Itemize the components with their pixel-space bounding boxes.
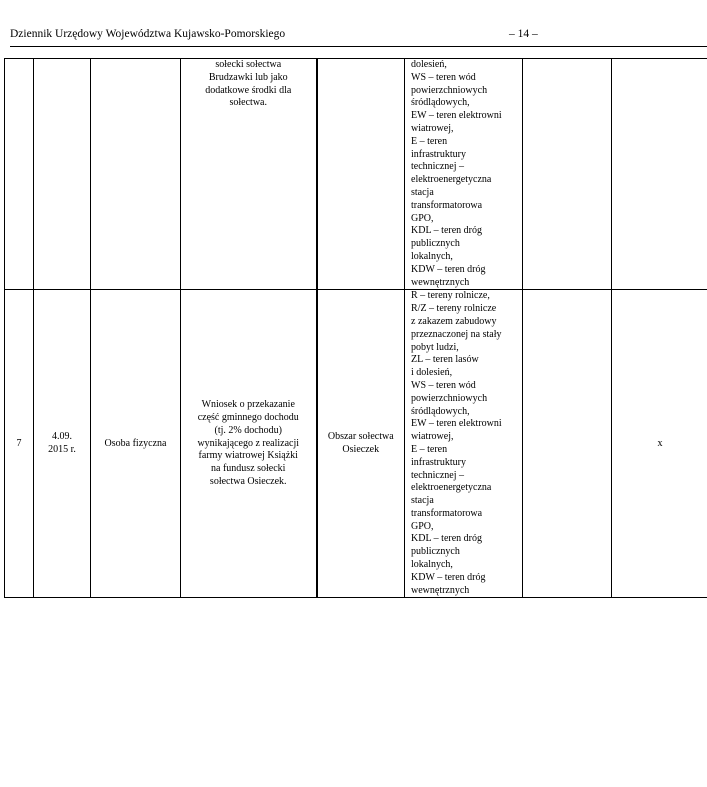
header-rule (10, 46, 707, 47)
text-line: publicznych (411, 238, 460, 250)
text-line: wiatrowej, (411, 122, 454, 134)
text-line: stacja (411, 186, 434, 198)
text-line: pobyt ludzi, (411, 341, 459, 353)
journal-title: Dziennik Urzędowy Województwa Kujawsko-Pomorskiego (10, 28, 286, 40)
text-line: powierzchniowych (411, 84, 488, 96)
text-line: GPO, (411, 520, 434, 532)
page-header (10, 27, 707, 41)
text-line: KDW – teren dróg (411, 263, 486, 275)
cell-date (34, 290, 91, 598)
text-line: farmy wiatrowej Książki (198, 450, 298, 462)
text-line: lokalnych, (411, 559, 453, 571)
text-line: EW – teren elektrowni (411, 418, 502, 430)
text-line: lokalnych, (411, 250, 453, 262)
text-line: transformatorowa (411, 199, 483, 211)
cell-zones (405, 59, 523, 290)
text-line: infrastruktury (411, 148, 466, 160)
text-line: 2015 r. (48, 443, 76, 455)
text-line: powierzchniowych (411, 392, 488, 404)
text-line: KDL – teren dróg (411, 533, 482, 545)
text-line: Osieczek (342, 443, 380, 455)
request-text (184, 59, 313, 110)
table-row (5, 290, 707, 598)
zones-text (411, 290, 520, 597)
text-line: ZL – teren lasów (411, 354, 479, 366)
text-line: sołectwa Osieczek. (209, 475, 287, 487)
text-line: dolesień, (411, 59, 447, 70)
request-text (184, 399, 313, 489)
cell-date (34, 59, 91, 290)
text-line: przeznaczonej na stały (411, 328, 502, 340)
text-line: elektroenergetyczna (411, 482, 492, 494)
cell-area (317, 290, 405, 598)
cell-empty (523, 59, 612, 290)
text-line: E – teren (411, 135, 448, 147)
text-line: śródlądowych, (411, 405, 470, 417)
text-line: GPO, (411, 212, 434, 224)
text-line: transformatorowa (411, 507, 483, 519)
text-line: sołecki sołectwa (215, 59, 282, 70)
text-line: elektroenergetyczna (411, 174, 492, 186)
text-line: infrastruktury (411, 456, 466, 468)
cell-mark: x (612, 290, 707, 598)
text-line: E – teren (411, 443, 448, 455)
text-line: na fundusz sołecki (211, 463, 286, 475)
text-line: wewnętrznych (411, 276, 470, 288)
cell-request (181, 290, 317, 598)
text-line: sołectwa. (229, 97, 267, 109)
text-line: EW – teren elektrowni (411, 110, 502, 122)
cell-number: 7 (5, 290, 34, 598)
cell-submitter: Osoba fizyczna (91, 290, 181, 598)
text-line: wynikającego z realizacji (197, 437, 300, 449)
page-number: – 14 – (509, 28, 538, 40)
area-text (321, 431, 402, 457)
text-line: (tj. 2% dochodu) (214, 424, 282, 436)
text-line: KDL – teren dróg (411, 225, 482, 237)
text-line: część gminnego dochodu (197, 411, 299, 423)
resolution-table (4, 58, 707, 598)
text-line: z zakazem zabudowy (411, 315, 497, 327)
text-line: publicznych (411, 546, 460, 558)
text-line: WS – teren wód (411, 71, 476, 83)
text-line: wiatrowej, (411, 431, 454, 443)
date-text (37, 431, 87, 457)
text-line: stacja (411, 495, 434, 507)
text-line: śródlądowych, (411, 97, 470, 109)
text-line: 4.09. (52, 431, 72, 443)
cell-submitter (91, 59, 181, 290)
text-line: Obszar sołectwa (327, 431, 394, 443)
text-line: wewnętrznych (411, 584, 470, 596)
text-line: dodatkowe środki dla (205, 84, 292, 96)
cell-request (181, 59, 317, 290)
cell-zones (405, 290, 523, 598)
text-line: WS – teren wód (411, 379, 476, 391)
text-line: Brudzawki lub jako (208, 71, 288, 83)
cell-area (317, 59, 405, 290)
table-row (5, 59, 707, 290)
cell-number (5, 59, 34, 290)
text-line: R/Z – tereny rolnicze (411, 303, 497, 315)
cell-empty (523, 290, 612, 598)
text-line: KDW – teren dróg (411, 571, 486, 583)
text-line: Wniosek o przekazanie (201, 399, 295, 411)
zones-text (411, 59, 520, 289)
text-line: i dolesień, (411, 367, 453, 379)
cell-mark (612, 59, 707, 290)
text-line: technicznej – (411, 469, 465, 481)
text-line: R – tereny rolnicze, (411, 290, 490, 302)
text-line: technicznej – (411, 161, 465, 173)
